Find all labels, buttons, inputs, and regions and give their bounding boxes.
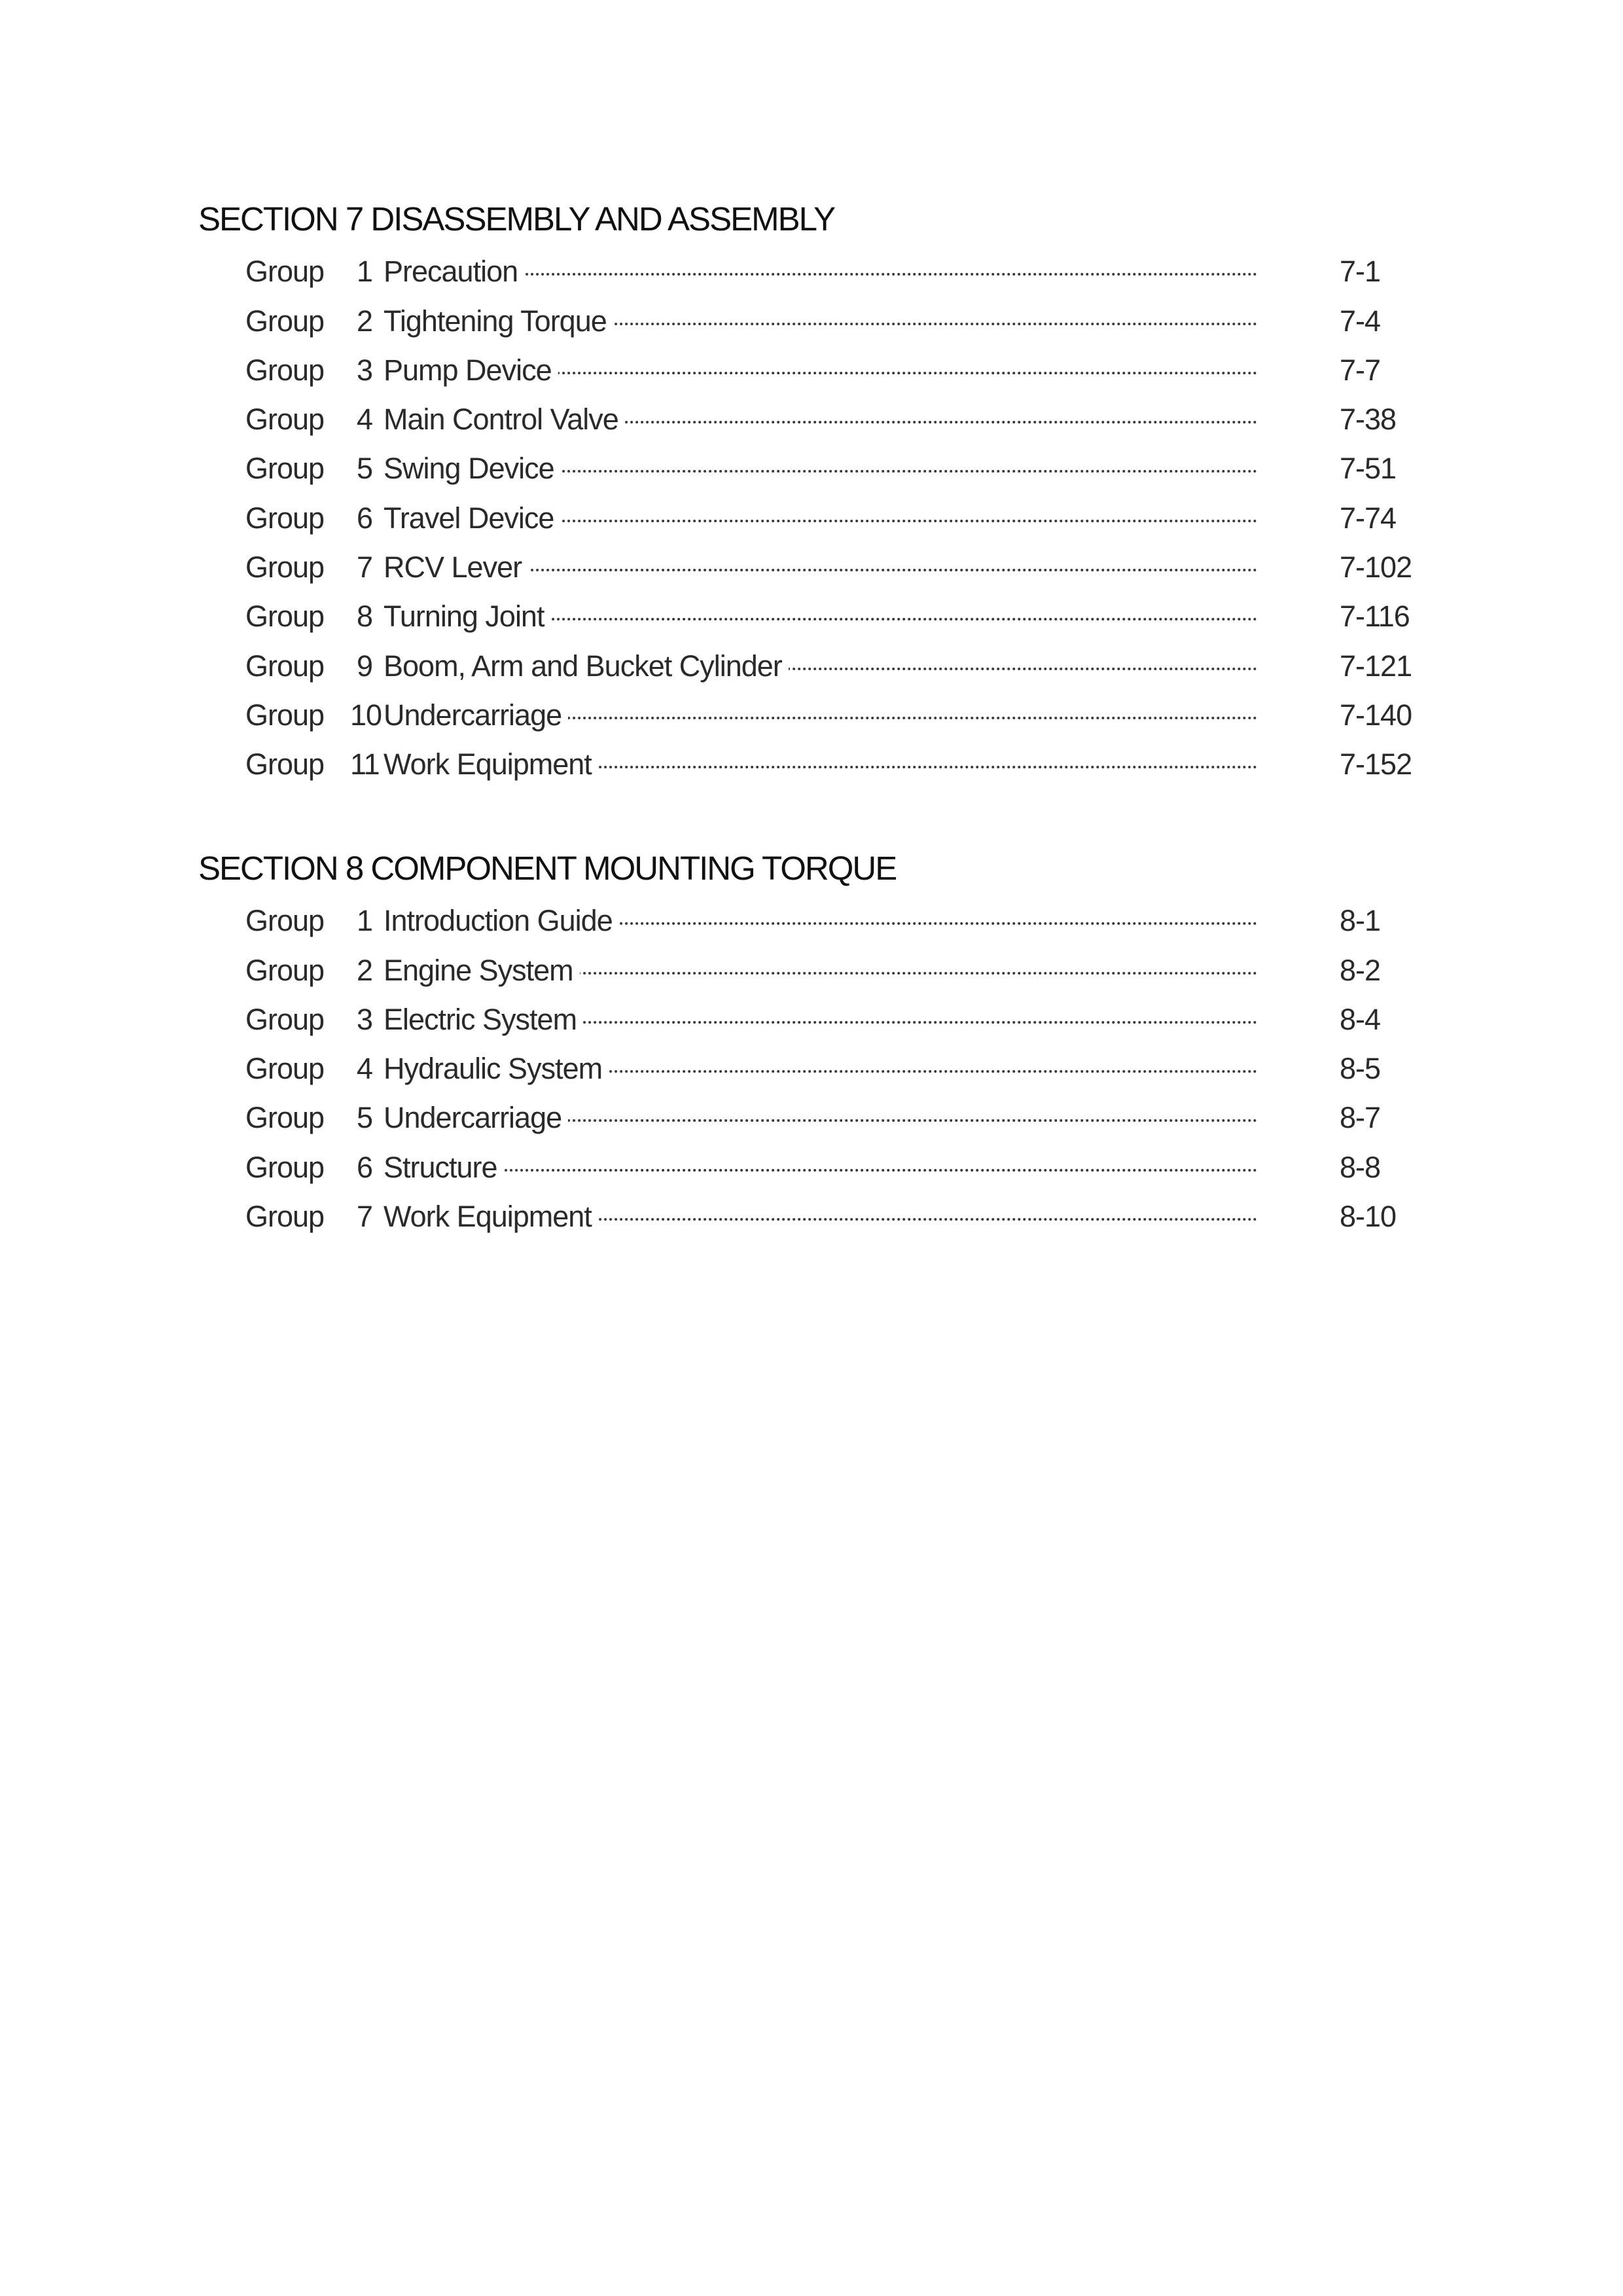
group-number: 2 xyxy=(356,304,372,338)
page-number: 7-102 xyxy=(1333,552,1412,582)
page-number: 7-38 xyxy=(1333,404,1396,434)
entry-title: Electric System xyxy=(383,1005,583,1034)
group-number: 11 xyxy=(350,747,380,781)
toc-entry[interactable] xyxy=(198,390,1442,439)
toc-entry[interactable] xyxy=(198,242,1442,291)
group-number: 5 xyxy=(356,1101,372,1135)
page-number: 7-140 xyxy=(1333,700,1412,730)
group-label: Group xyxy=(245,1150,325,1184)
entry-title: Engine System xyxy=(383,956,580,985)
entry-title: Travel Device xyxy=(383,503,560,533)
group-number: 10 xyxy=(350,698,382,732)
toc-entry[interactable] xyxy=(198,891,1442,941)
group-label: Group xyxy=(245,1200,325,1234)
group-label: Group xyxy=(245,1052,325,1086)
group-label: Group xyxy=(245,698,325,732)
toc-entry[interactable] xyxy=(198,291,1442,340)
toc-entry[interactable] xyxy=(198,636,1442,685)
page-number: 8-8 xyxy=(1333,1153,1380,1182)
page-number: 8-1 xyxy=(1333,906,1380,935)
dot-leader xyxy=(389,1166,1257,1172)
page-number: 8-7 xyxy=(1333,1103,1380,1132)
group-label: Group xyxy=(245,953,325,987)
group-label: Group xyxy=(245,550,325,584)
group-label: Group xyxy=(245,649,325,683)
toc-list xyxy=(198,891,1442,1236)
entry-title: Undercarriage xyxy=(383,700,568,730)
group-label: Group xyxy=(245,747,325,781)
page-number: 7-7 xyxy=(1333,355,1380,385)
page-number: 7-1 xyxy=(1333,257,1380,286)
toc-entry[interactable] xyxy=(198,1088,1442,1138)
group-number: 7 xyxy=(356,550,372,584)
toc-entry[interactable] xyxy=(198,439,1442,488)
entry-title: Work Equipment xyxy=(383,1202,598,1231)
group-number: 4 xyxy=(356,403,372,437)
toc-entry[interactable] xyxy=(198,488,1442,537)
toc-entry[interactable] xyxy=(198,990,1442,1039)
section-title: SECTION 7 DISASSEMBLY AND ASSEMBLY xyxy=(198,200,835,238)
page-number: 8-4 xyxy=(1333,1005,1380,1034)
page-number: 7-152 xyxy=(1333,749,1412,779)
section-title: SECTION 8 COMPONENT MOUNTING TORQUE xyxy=(198,850,897,887)
entry-title: Precaution xyxy=(383,257,524,286)
group-number: 7 xyxy=(356,1200,372,1234)
group-number: 4 xyxy=(356,1052,372,1086)
toc-entry[interactable] xyxy=(198,341,1442,390)
group-label: Group xyxy=(245,501,325,535)
group-label: Group xyxy=(245,353,325,387)
group-label: Group xyxy=(245,452,325,486)
entry-title: Swing Device xyxy=(383,454,561,483)
entry-title: Undercarriage xyxy=(383,1103,568,1132)
group-label: Group xyxy=(245,1002,325,1036)
group-label: Group xyxy=(245,904,325,938)
group-label: Group xyxy=(245,403,325,437)
entry-title: RCV Lever xyxy=(383,552,528,582)
toc-entry[interactable] xyxy=(198,686,1442,735)
page-number: 7-116 xyxy=(1333,601,1410,631)
toc-list xyxy=(198,242,1442,784)
toc-entry[interactable] xyxy=(198,1138,1442,1187)
entry-title: Turning Joint xyxy=(383,601,550,631)
group-label: Group xyxy=(245,255,325,289)
entry-title: Hydraulic System xyxy=(383,1054,609,1083)
page-number: 7-4 xyxy=(1333,306,1380,336)
page-number: 8-5 xyxy=(1333,1054,1380,1083)
toc-entry[interactable] xyxy=(198,941,1442,990)
toc-entry[interactable] xyxy=(198,538,1442,587)
toc-entry[interactable] xyxy=(198,1039,1442,1088)
entry-title: Work Equipment xyxy=(383,749,598,779)
entry-title: Boom, Arm and Bucket Cylinder xyxy=(383,651,789,681)
entry-title: Structure xyxy=(383,1153,504,1182)
page-number: 8-2 xyxy=(1333,956,1380,985)
group-label: Group xyxy=(245,600,325,634)
page-number: 8-10 xyxy=(1333,1202,1396,1231)
group-number: 3 xyxy=(356,1002,372,1036)
entry-title: Tightening Torque xyxy=(383,306,613,336)
group-number: 3 xyxy=(356,353,372,387)
group-number: 8 xyxy=(356,600,372,634)
toc-section-7 xyxy=(198,196,1442,784)
group-number: 5 xyxy=(356,452,372,486)
toc-entry[interactable] xyxy=(198,735,1442,784)
entry-title: Main Control Valve xyxy=(383,404,625,434)
toc-section-8 xyxy=(198,846,1442,1236)
page-number: 7-74 xyxy=(1333,503,1396,533)
group-number: 1 xyxy=(356,255,372,289)
toc-entry[interactable] xyxy=(198,587,1442,636)
group-number: 6 xyxy=(356,501,372,535)
entry-title: Pump Device xyxy=(383,355,558,385)
group-number: 2 xyxy=(356,953,372,987)
page-number: 7-51 xyxy=(1333,454,1396,483)
group-number: 1 xyxy=(356,904,372,938)
group-label: Group xyxy=(245,304,325,338)
entry-title: Introduction Guide xyxy=(383,906,619,935)
group-number: 6 xyxy=(356,1150,372,1184)
toc-entry[interactable] xyxy=(198,1187,1442,1236)
group-label: Group xyxy=(245,1101,325,1135)
group-number: 9 xyxy=(356,649,372,683)
page-number: 7-121 xyxy=(1333,651,1412,681)
